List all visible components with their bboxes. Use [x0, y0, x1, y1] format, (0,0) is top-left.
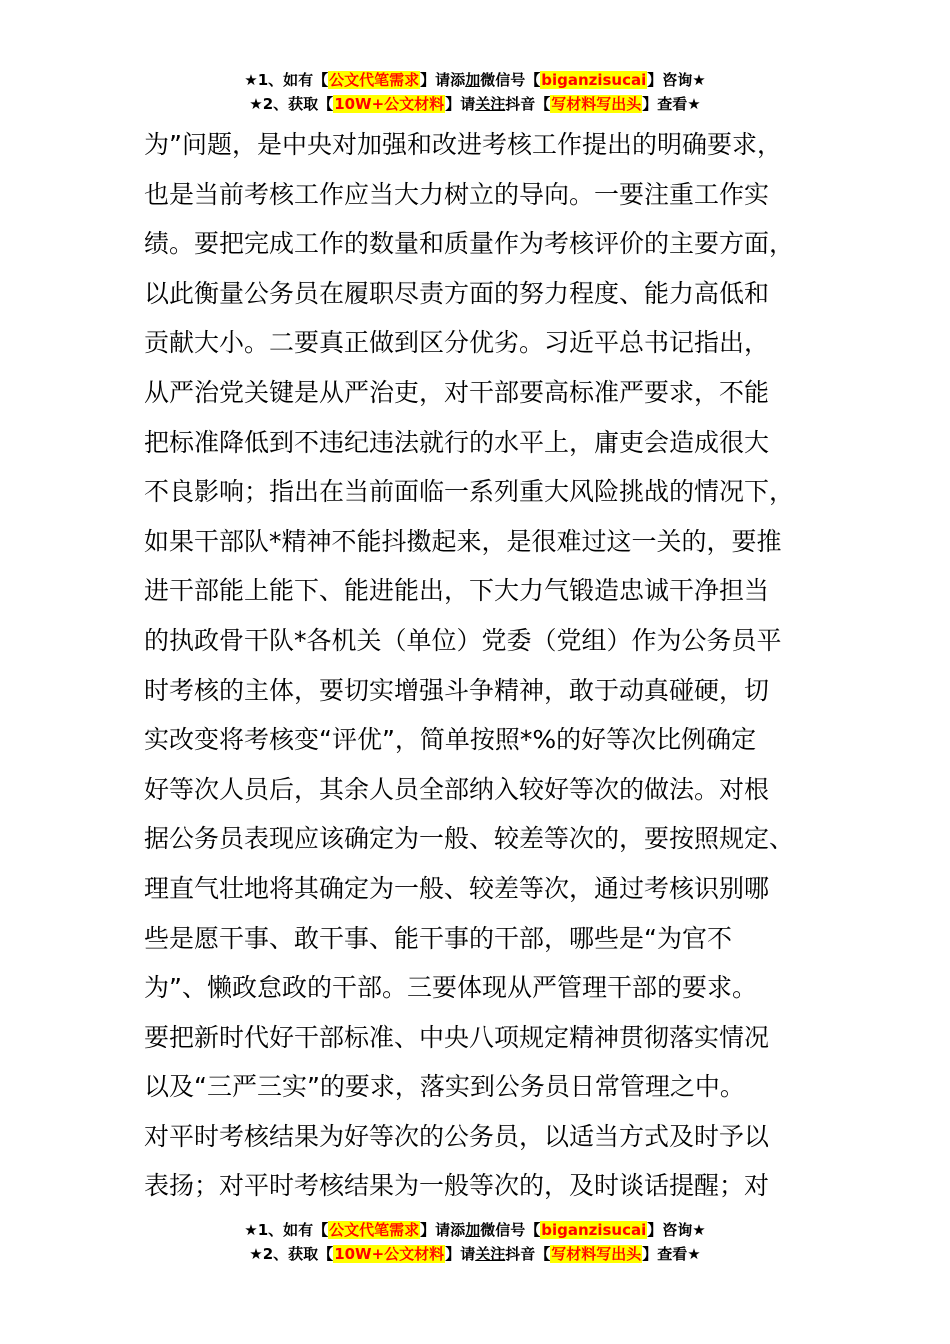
body-line: 的执政骨干队*各机关（单位）党委（党组）作为公务员平: [144, 625, 782, 655]
banner-text: 抖音【: [505, 95, 551, 113]
banner-underlined-text: 加: [465, 71, 481, 89]
banner-text: 微信号【: [480, 1221, 541, 1239]
body-line: 进干部能上能下、能进能出，下大力气锻造忠诚干净担当: [144, 576, 770, 606]
body-line: 为”问题，是中央对加强和改进考核工作提出的明确要求，: [144, 130, 782, 159]
highlight-service: 公文代笔需求: [329, 1221, 420, 1239]
body-line: 也是当前考核工作应当大力树立的导向。一要注重工作实: [144, 179, 770, 209]
banner-text: ★2、获取【: [249, 95, 334, 113]
body-line: 为”、懒政怠政的干部。三要体现从严管理干部的要求。: [144, 973, 757, 1003]
body-line: 不良影响；指出在当前面临一系列重大风险挑战的情况下，: [144, 477, 795, 507]
highlight-materials: 10W+公文材料: [334, 95, 445, 113]
body-line: 好等次人员后，其余人员全部纳入较好等次的做法。对根: [144, 774, 770, 804]
banner-line-2: [0, 1242, 950, 1266]
body-line: 要把新时代好干部标准、中央八项规定精神贯彻落实情况: [144, 1022, 770, 1052]
header-banner: [0, 68, 950, 116]
banner-underlined-text: 关注: [475, 1245, 506, 1263]
body-line: 以及“三严三实”的要求，落实到公务员日常管理之中。: [144, 1072, 745, 1102]
banner-text: 】请: [445, 95, 476, 113]
banner-text: 】请添: [420, 71, 466, 89]
body-line: 如果干部队*精神不能抖擞起来，是很难过这一关的，要推: [144, 526, 782, 556]
highlight-wechat-id: biganzisucai: [541, 71, 647, 89]
banner-text: 】咨询★: [647, 1221, 706, 1239]
body-line: 贡献大小。二要真正做到区分优劣。习近平总书记指出，: [144, 328, 770, 358]
banner-text: 微信号【: [480, 71, 541, 89]
banner-text: ★1、如有【: [244, 1221, 329, 1239]
footer-banner: [0, 1218, 950, 1266]
banner-text: 】咨询★: [647, 71, 706, 89]
banner-text: 】请: [445, 1245, 476, 1263]
body-line: 实改变将考核变“评优”，简单按照*%的好等次比例确定: [144, 725, 757, 755]
highlight-douyin-account: 写材料写出头: [551, 95, 642, 113]
banner-text: ★2、获取【: [249, 1245, 334, 1263]
banner-text: 】请添: [420, 1221, 466, 1239]
banner-text: ★1、如有【: [244, 71, 329, 89]
banner-text: 】查看★: [642, 95, 701, 113]
banner-line-1: [0, 1218, 950, 1242]
body-line: 绩。要把完成工作的数量和质量作为考核评价的主要方面，: [144, 229, 795, 259]
banner-underlined-text: 关注: [475, 95, 506, 113]
body-line: 把标准降低到不违纪违法就行的水平上，庸吏会造成很大: [144, 427, 770, 457]
body-line: 从严治党关键是从严治吏，对干部要高标准严要求，不能: [144, 377, 770, 407]
highlight-materials: 10W+公文材料: [334, 1245, 445, 1263]
banner-text: 抖音【: [505, 1245, 551, 1263]
body-line: 以此衡量公务员在履职尽责方面的努力程度、能力高低和: [144, 278, 770, 308]
body-line: 时考核的主体，要切实增强斗争精神，敢于动真碰硬，切: [144, 675, 770, 705]
highlight-douyin-account: 写材料写出头: [551, 1245, 642, 1263]
banner-text: 】查看★: [642, 1245, 701, 1263]
body-line: 些是愿干事、敢干事、能干事的干部，哪些是“为官不: [144, 923, 732, 953]
body-line: 表扬；对平时考核结果为一般等次的，及时谈话提醒；对: [144, 1171, 770, 1201]
body-line: 理直气壮地将其确定为一般、较差等次，通过考核识别哪: [144, 873, 770, 903]
banner-line-2: [0, 92, 950, 116]
body-line: 对平时考核结果为好等次的公务员，以适当方式及时予以: [144, 1121, 770, 1151]
body-line: 据公务员表现应该确定为一般、较差等次的，要按照规定、: [144, 824, 795, 854]
document-body: [144, 120, 824, 1211]
banner-underlined-text: 加: [465, 1221, 481, 1239]
banner-line-1: [0, 68, 950, 92]
highlight-wechat-id: biganzisucai: [541, 1221, 647, 1239]
highlight-service: 公文代笔需求: [329, 71, 420, 89]
